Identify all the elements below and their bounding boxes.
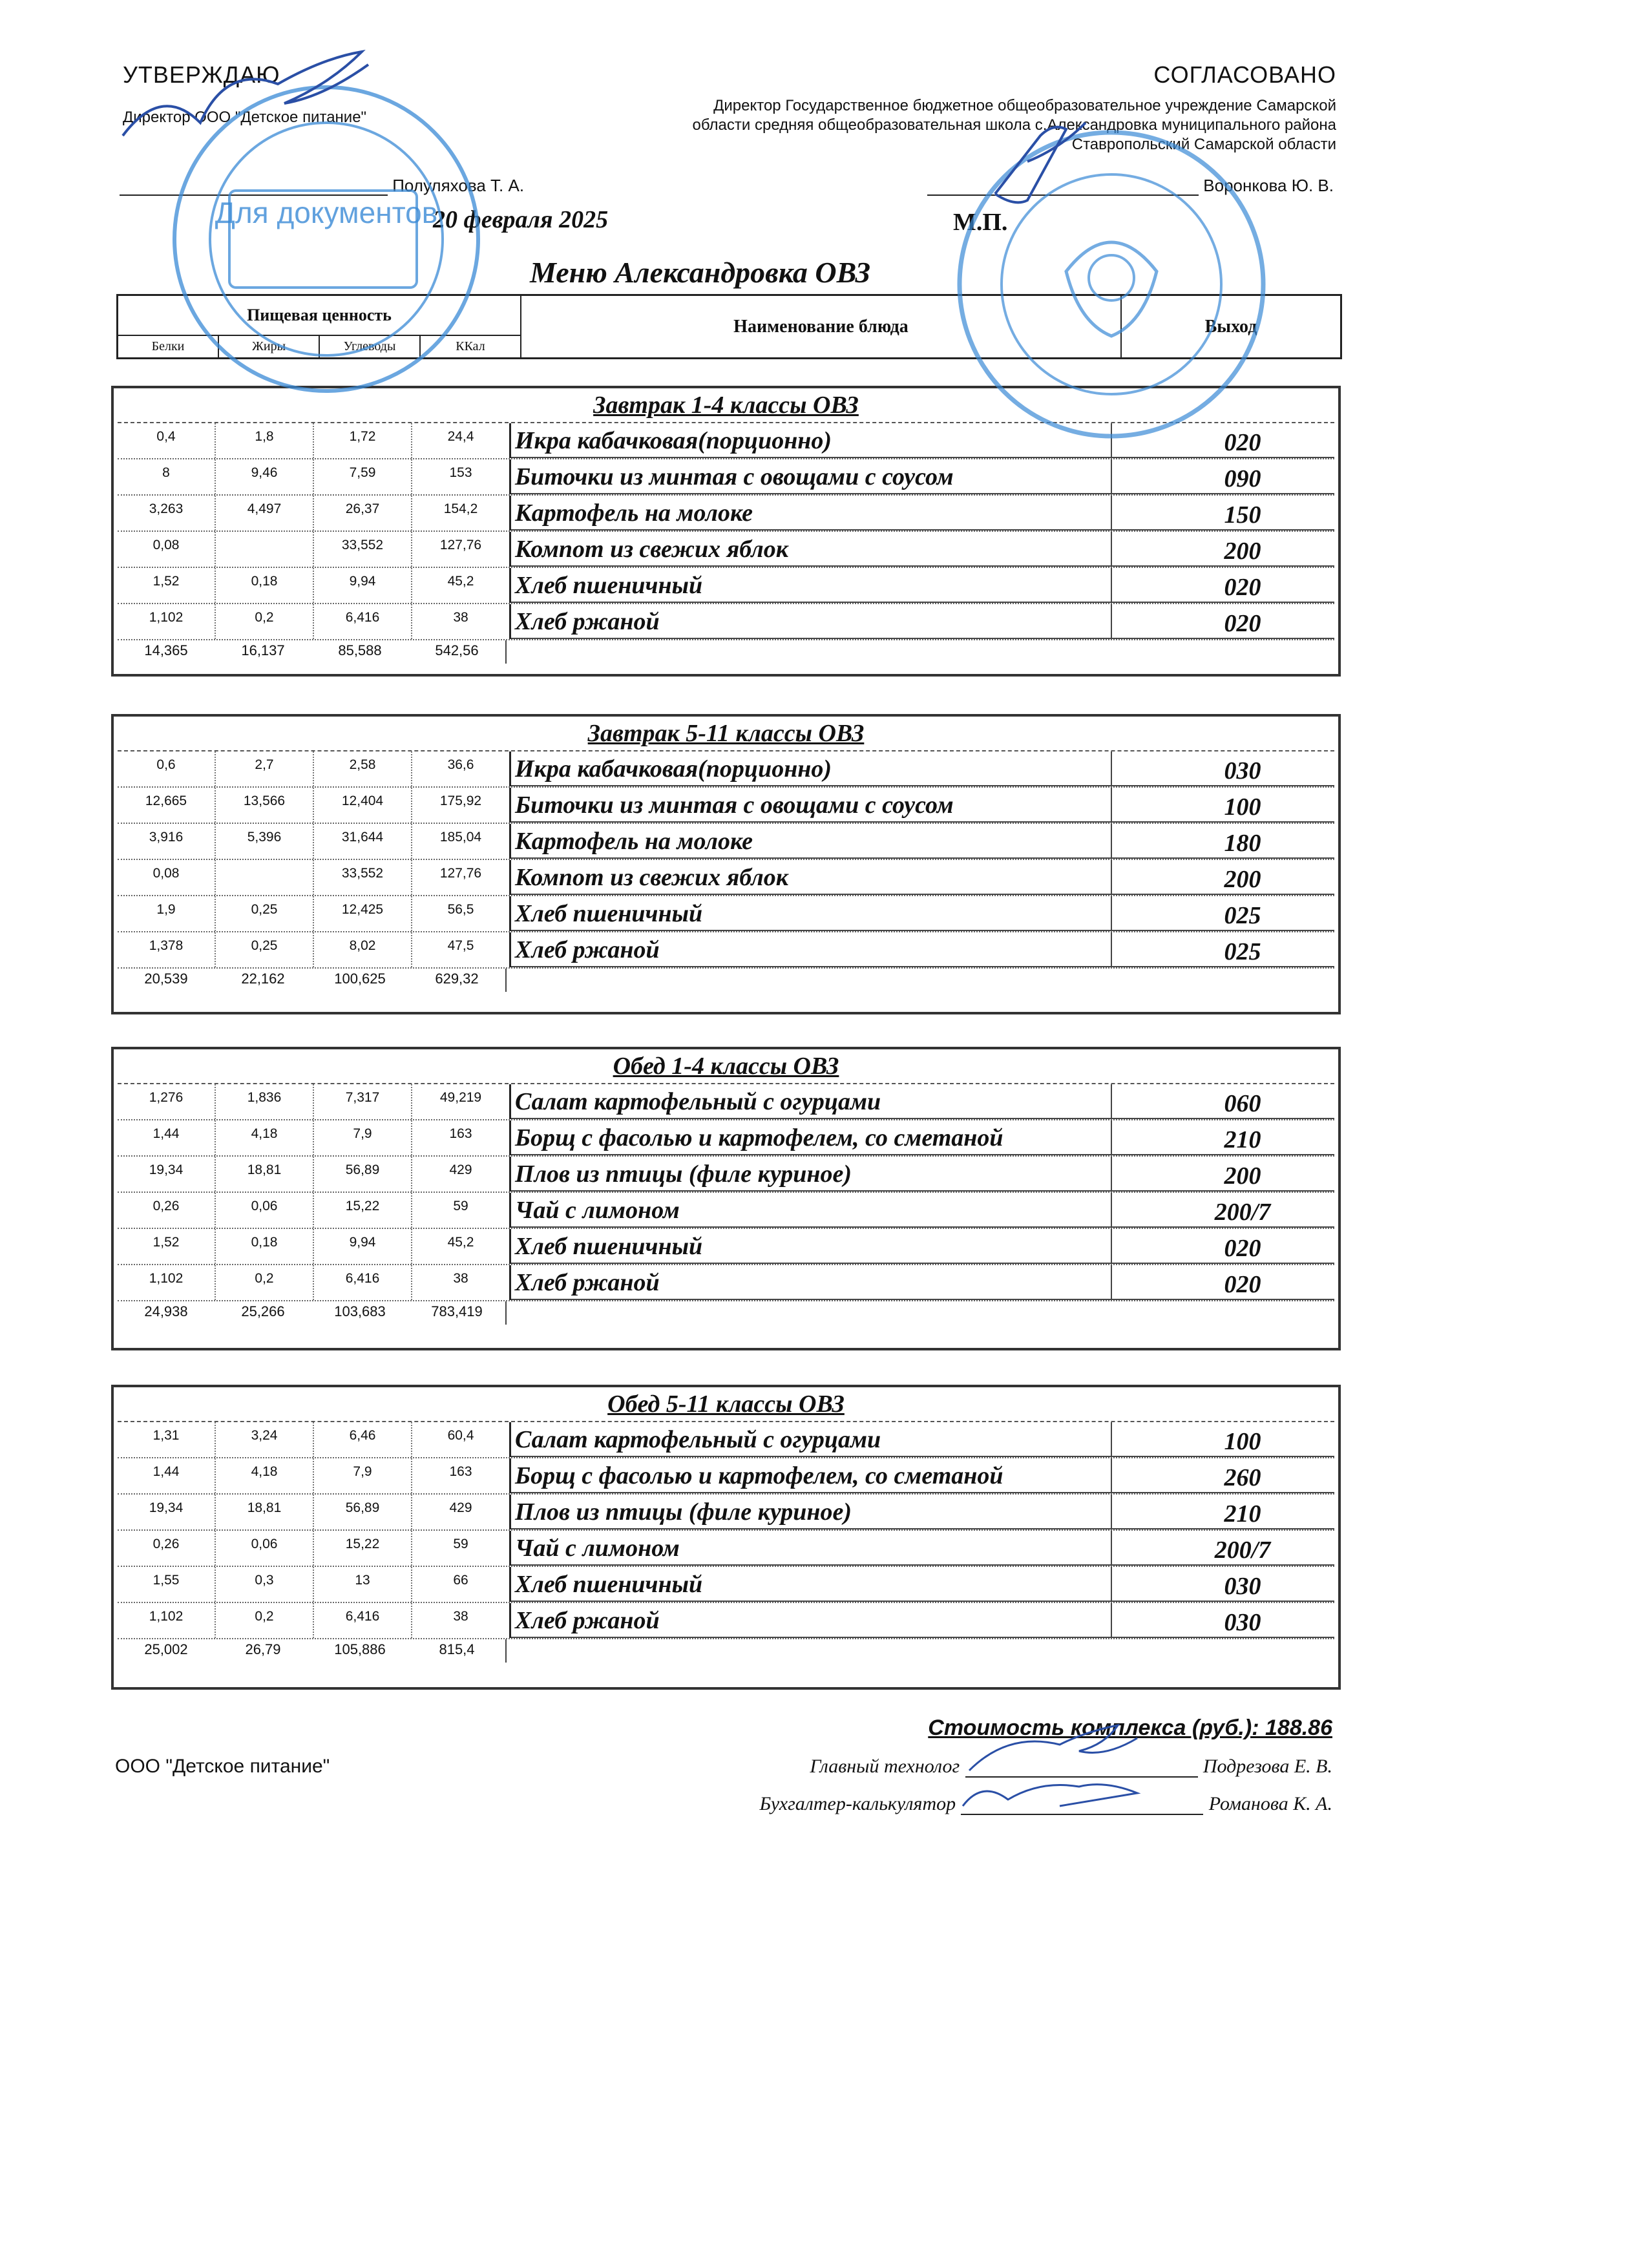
fats-value: 9,46 xyxy=(216,459,314,494)
accountant-role: Бухгалтер-калькулятор xyxy=(759,1793,956,1814)
dish-output: 200 xyxy=(1112,1157,1334,1192)
agreement-heading: СОГЛАСОВАНО xyxy=(1153,61,1336,88)
kcal-value: 59 xyxy=(412,1531,511,1566)
dish-name: Салат картофельный с огурцами xyxy=(511,1084,1112,1119)
kcal-value: 185,04 xyxy=(412,824,511,859)
total-carbs: 103,683 xyxy=(334,1303,386,1319)
fats-value: 4,497 xyxy=(216,496,314,530)
proteins-value: 1,102 xyxy=(118,1265,216,1300)
total-fats: 26,79 xyxy=(245,1641,281,1657)
carbs-value: 7,317 xyxy=(314,1084,412,1119)
dish-name: Биточки из минтая с овощами с соусом xyxy=(511,459,1112,494)
right-round-stamp xyxy=(960,132,1263,436)
dish-output: 100 xyxy=(1112,1422,1334,1457)
section-title: Обед 1-4 классы ОВЗ xyxy=(118,1049,1334,1084)
total-proteins: 24,938 xyxy=(144,1303,188,1319)
carbs-value: 6,416 xyxy=(314,1603,412,1638)
carbs-value: 6,416 xyxy=(314,1265,412,1300)
stamp-place-label: М.П. xyxy=(953,209,1008,236)
dish-output: 020 xyxy=(1112,604,1334,639)
dish-header: Наименование блюда xyxy=(521,295,1121,359)
kcal-value: 59 xyxy=(412,1193,511,1228)
proteins-value: 0,6 xyxy=(118,751,216,786)
fats-value: 5,396 xyxy=(216,824,314,859)
dish-name: Плов из птицы (филе куриное) xyxy=(511,1495,1112,1529)
proteins-value: 1,44 xyxy=(118,1120,216,1155)
dish-name: Хлеб ржаной xyxy=(511,932,1112,967)
fats-value: 0,2 xyxy=(216,604,314,639)
dish-name: Компот из свежих яблок xyxy=(511,532,1112,567)
approval-heading: УТВЕРЖДАЮ xyxy=(123,61,280,88)
agreement-name: Воронкова Ю. В. xyxy=(1203,176,1334,195)
dish-name: Биточки из минтая с овощами с соусом xyxy=(511,788,1112,823)
dish-name: Икра кабачковая(порционно) xyxy=(511,751,1112,786)
proteins-value: 1,9 xyxy=(118,896,216,931)
nutrition-header: Пищевая ценность xyxy=(118,295,521,335)
fats-value: 0,2 xyxy=(216,1265,314,1300)
kcal-value: 36,6 xyxy=(412,751,511,786)
carbs-value: 6,416 xyxy=(314,604,412,639)
document-date: 20 февраля 2025 xyxy=(433,206,609,233)
total-kcal: 783,419 xyxy=(408,1301,507,1325)
total-proteins: 14,365 xyxy=(144,642,188,658)
carbs-value: 26,37 xyxy=(314,496,412,530)
carbs-value: 15,22 xyxy=(314,1193,412,1228)
dish-output: 020 xyxy=(1112,1229,1334,1264)
total-kcal: 815,4 xyxy=(408,1639,507,1663)
approval-name: Полуляхова Т. А. xyxy=(392,176,525,195)
dish-name: Икра кабачковая(порционно) xyxy=(511,423,1112,458)
carbs-value: 8,02 xyxy=(314,932,412,967)
dish-name: Борщ с фасолью и картофелем, со сметаной xyxy=(511,1120,1112,1155)
dish-output: 090 xyxy=(1112,459,1334,494)
dish-output: 030 xyxy=(1112,1603,1334,1638)
dish-output: 210 xyxy=(1112,1120,1334,1155)
kcal-value: 24,4 xyxy=(412,423,511,458)
kcal-value: 429 xyxy=(412,1495,511,1529)
proteins-value: 1,52 xyxy=(118,1229,216,1264)
fats-value: 18,81 xyxy=(216,1157,314,1192)
dish-output: 210 xyxy=(1112,1495,1334,1529)
fats-value: 1,8 xyxy=(216,423,314,458)
proteins-value: 0,26 xyxy=(118,1531,216,1566)
total-kcal: 542,56 xyxy=(408,640,507,664)
dish-name: Картофель на молоке xyxy=(511,824,1112,859)
approval-position: Директор ООО "Детское питание" xyxy=(123,109,367,126)
fats-header: Жиры xyxy=(218,335,319,359)
dish-name: Хлеб ржаной xyxy=(511,604,1112,639)
kcal-value: 49,219 xyxy=(412,1084,511,1119)
proteins-value: 1,52 xyxy=(118,568,216,603)
dish-name: Хлеб пшеничный xyxy=(511,1229,1112,1264)
kcal-value: 153 xyxy=(412,459,511,494)
carbs-value: 31,644 xyxy=(314,824,412,859)
dish-name: Картофель на молоке xyxy=(511,496,1112,530)
dish-output: 025 xyxy=(1112,896,1334,931)
menu-title: Меню Александровка ОВЗ xyxy=(530,256,871,289)
proteins-value: 0,08 xyxy=(118,532,216,567)
carbs-value: 9,94 xyxy=(314,1229,412,1264)
dish-output: 030 xyxy=(1112,751,1334,786)
fats-value: 0,2 xyxy=(216,1603,314,1638)
dish-output: 060 xyxy=(1112,1084,1334,1119)
fats-value: 0,25 xyxy=(216,932,314,967)
fats-value: 13,566 xyxy=(216,788,314,823)
total-proteins: 25,002 xyxy=(144,1641,188,1657)
fats-value: 4,18 xyxy=(216,1120,314,1155)
agreement-signature-scribble xyxy=(995,123,1086,202)
proteins-value: 1,44 xyxy=(118,1458,216,1493)
section-title: Завтрак 1-4 классы ОВЗ xyxy=(118,388,1334,423)
proteins-value: 3,263 xyxy=(118,496,216,530)
kcal-value: 429 xyxy=(412,1157,511,1192)
proteins-value: 0,4 xyxy=(118,423,216,458)
carbs-value: 7,9 xyxy=(314,1120,412,1155)
fats-value: 2,7 xyxy=(216,751,314,786)
fats-value: 18,81 xyxy=(216,1495,314,1529)
carbs-value: 1,72 xyxy=(314,423,412,458)
dish-name: Компот из свежих яблок xyxy=(511,860,1112,895)
dish-output: 100 xyxy=(1112,788,1334,823)
dish-output: 200 xyxy=(1112,532,1334,567)
kcal-value: 127,76 xyxy=(412,532,511,567)
fats-value: 0,18 xyxy=(216,1229,314,1264)
proteins-header: Белки xyxy=(118,335,219,359)
kcal-value: 45,2 xyxy=(412,568,511,603)
proteins-value: 0,08 xyxy=(118,860,216,895)
kcal-value: 163 xyxy=(412,1458,511,1493)
dish-name: Хлеб ржаной xyxy=(511,1265,1112,1300)
agreement-line-2: области средняя общеобразовательная школа с.Александровка муниципального района xyxy=(692,116,1336,134)
dish-name: Чай с лимоном xyxy=(511,1193,1112,1228)
dish-output: 025 xyxy=(1112,932,1334,967)
fats-value: 0,06 xyxy=(216,1531,314,1566)
total-fats: 16,137 xyxy=(241,642,285,658)
organization-name: ООО "Детское питание" xyxy=(115,1756,330,1777)
proteins-value: 12,665 xyxy=(118,788,216,823)
fats-value: 0,06 xyxy=(216,1193,314,1228)
kcal-value: 66 xyxy=(412,1567,511,1602)
dish-name: Хлеб ржаной xyxy=(511,1603,1112,1638)
agreement-line-3: Ставропольский Самарской области xyxy=(1071,136,1336,153)
carbs-value: 15,22 xyxy=(314,1531,412,1566)
kcal-value: 154,2 xyxy=(412,496,511,530)
carbs-value: 7,59 xyxy=(314,459,412,494)
kcal-value: 56,5 xyxy=(412,896,511,931)
proteins-value: 3,916 xyxy=(118,824,216,859)
carbs-value: 6,46 xyxy=(314,1422,412,1457)
carbs-value: 56,89 xyxy=(314,1157,412,1192)
total-carbs: 85,588 xyxy=(338,642,382,658)
kcal-value: 38 xyxy=(412,1265,511,1300)
dish-output: 200/7 xyxy=(1112,1193,1334,1228)
kcal-value: 163 xyxy=(412,1120,511,1155)
carbs-value: 7,9 xyxy=(314,1458,412,1493)
dish-name: Салат картофельный с огурцами xyxy=(511,1422,1112,1457)
dish-output: 020 xyxy=(1112,568,1334,603)
total-fats: 25,266 xyxy=(241,1303,285,1319)
kcal-value: 175,92 xyxy=(412,788,511,823)
dish-output: 150 xyxy=(1112,496,1334,530)
carbs-value: 12,404 xyxy=(314,788,412,823)
total-kcal: 629,32 xyxy=(408,969,507,992)
proteins-value: 19,34 xyxy=(118,1157,216,1192)
dish-output: 180 xyxy=(1112,824,1334,859)
proteins-value: 8 xyxy=(118,459,216,494)
total-proteins: 20,539 xyxy=(144,971,188,987)
carbs-value: 13 xyxy=(314,1567,412,1602)
carbs-value: 9,94 xyxy=(314,568,412,603)
technologist-role: Главный технолог xyxy=(810,1756,960,1777)
proteins-value: 1,276 xyxy=(118,1084,216,1119)
total-fats: 22,162 xyxy=(241,971,285,987)
complex-cost: Стоимость комплекса (руб.): 188.86 xyxy=(928,1716,1332,1740)
technologist-name: Подрезова Е. В. xyxy=(1203,1756,1332,1777)
proteins-value: 19,34 xyxy=(118,1495,216,1529)
dish-output: 200/7 xyxy=(1112,1531,1334,1566)
dish-name: Чай с лимоном xyxy=(511,1531,1112,1566)
proteins-value: 1,31 xyxy=(118,1422,216,1457)
proteins-value: 1,378 xyxy=(118,932,216,967)
kcal-value: 127,76 xyxy=(412,860,511,895)
dish-output: 020 xyxy=(1112,1265,1334,1300)
dish-output: 260 xyxy=(1112,1458,1334,1493)
carbs-value: 12,425 xyxy=(314,896,412,931)
carbs-value: 2,58 xyxy=(314,751,412,786)
total-carbs: 100,625 xyxy=(334,971,386,987)
accountant-name: Романова К. А. xyxy=(1208,1793,1332,1814)
kcal-value: 38 xyxy=(412,604,511,639)
dish-name: Борщ с фасолью и картофелем, со сметаной xyxy=(511,1458,1112,1493)
agreement-line-1: Директор Государственное бюджетное общеобразовательное учреждение Самарской xyxy=(713,97,1336,114)
carbs-value: 33,552 xyxy=(314,532,412,567)
proteins-value: 1,102 xyxy=(118,1603,216,1638)
technologist-signature-scribble xyxy=(969,1725,1137,1770)
proteins-value: 0,26 xyxy=(118,1193,216,1228)
fats-value: 0,25 xyxy=(216,896,314,931)
carbs-value: 33,552 xyxy=(314,860,412,895)
left-stamp-text: Для документов xyxy=(215,196,438,229)
fats-value: 4,18 xyxy=(216,1458,314,1493)
proteins-value: 1,55 xyxy=(118,1567,216,1602)
accountant-signature-scribble xyxy=(963,1785,1137,1806)
kcal-value: 60,4 xyxy=(412,1422,511,1457)
dish-name: Плов из птицы (филе куриное) xyxy=(511,1157,1112,1192)
dish-name: Хлеб пшеничный xyxy=(511,568,1112,603)
dish-output: 200 xyxy=(1112,860,1334,895)
carbs-header: Углеводы xyxy=(319,335,420,359)
kcal-value: 45,2 xyxy=(412,1229,511,1264)
fats-value: 1,836 xyxy=(216,1084,314,1119)
dish-name: Хлеб пшеничный xyxy=(511,896,1112,931)
proteins-value: 1,102 xyxy=(118,604,216,639)
section-title: Обед 5-11 классы ОВЗ xyxy=(118,1387,1334,1422)
output-header: Выход xyxy=(1121,295,1341,359)
carbs-value: 56,89 xyxy=(314,1495,412,1529)
left-round-stamp xyxy=(174,87,478,391)
total-carbs: 105,886 xyxy=(334,1641,386,1657)
dish-name: Хлеб пшеничный xyxy=(511,1567,1112,1602)
fats-value: 0,3 xyxy=(216,1567,314,1602)
dish-output: 030 xyxy=(1112,1567,1334,1602)
kcal-value: 38 xyxy=(412,1603,511,1638)
kcal-header: ККал xyxy=(420,335,521,359)
kcal-value: 47,5 xyxy=(412,932,511,967)
dish-output: 020 xyxy=(1112,423,1334,458)
section-title: Завтрак 5-11 классы ОВЗ xyxy=(118,717,1334,751)
fats-value: 0,18 xyxy=(216,568,314,603)
fats-value: 3,24 xyxy=(216,1422,314,1457)
